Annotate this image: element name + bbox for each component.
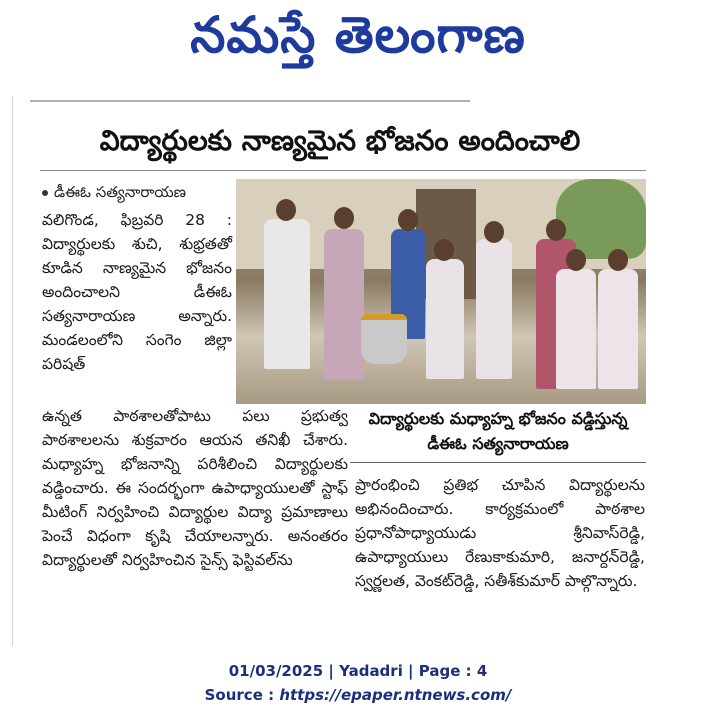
- photo-student: [476, 239, 512, 379]
- headline-divider: [40, 170, 646, 171]
- photo-student: [556, 269, 596, 389]
- bullet-icon: [42, 190, 48, 196]
- photo-caption-line2: డీఈఓ సత్యనారాయణ: [427, 434, 569, 453]
- article-body-paragraph: ఉన్నత పాఠశాలతోపాటు పలు ప్రభుత్వ పాఠశాలలను శుక్రవారం ఆయన తనిఖీ చేశారు. మధ్యాహ్న భోజనాన్ని పరిశీలించి విద్యార్థులకు వడ్డించారు. ఈ సందర్భంగా ఉపాధ్యాయులతో స్టాఫ్ మీటింగ్ నిర్వహించి విద్యార్థుల విద్యా ప్రమాణాలు పెంచే విధంగా కృషి చేయాలన్నారు. అనంతరం విద్యార్థులతో నిర్వహించిన సైన్స్ ఫెస్టివల్‌ను: [42, 407, 348, 569]
- caption-divider: [350, 462, 646, 463]
- source-line: [0, 686, 716, 704]
- clipping-top-strip: [30, 100, 470, 108]
- photo-student: [598, 269, 638, 389]
- photo-student: [426, 259, 464, 379]
- photo-caption-line1: విద్యార్థులకు మధ్యాహ్న భోజనం వడ్డిస్తున్న: [368, 409, 628, 428]
- source-label: Source :: [204, 686, 280, 704]
- article-byline: [42, 183, 186, 205]
- source-link[interactable]: https://epaper.ntnews.com/: [279, 686, 512, 704]
- photo-head: [334, 207, 354, 229]
- photo-head: [608, 249, 628, 271]
- byline-text: డీఈఓ సత్యనారాయణ: [54, 183, 187, 201]
- masthead-logo: నమస్తే తెలంగాణ: [190, 6, 526, 64]
- photo-head: [434, 239, 454, 261]
- photo-person: [324, 229, 364, 379]
- article-lead-paragraph: వలిగొండ, ఫిబ్రవరి 28 : విద్యార్థులకు శుచి, శుభ్రతతో కూడిన నాణ్యమైన భోజనం అందించాలని డీఈఓ సత్యనారాయణ అన్నారు. మండలంలోని సంగెం జిల్లా పరిషత్: [42, 211, 232, 373]
- article-right-column: ప్రారంభించి ప్రతిభ చూపిన విద్యార్థులను అభినందించారు. కార్యక్రమంలో పాఠశాల ప్రధానోపాధ్యాయుడు శ్రీనివాస్‌రెడ్డి, ఉపాధ్యాయులు రేణుకాకుమారి, జనార్దన్‌రెడ్డి, స్వర్ణలత, వెంకట్‌రెడ్డి, సతీశ్‌కుమార్ పాల్గొన్నారు.: [355, 476, 645, 590]
- photo-head: [398, 209, 418, 231]
- article-headline: విద్యార్థులకు నాణ్యమైన భోజనం అందించాలి: [99, 124, 581, 157]
- edition-info: 01/03/2025 | Yadadri | Page : 4: [228, 662, 488, 680]
- photo-head: [484, 221, 504, 243]
- photo-head: [566, 249, 586, 271]
- article-photo: [236, 179, 646, 404]
- photo-food-pot: [361, 314, 407, 364]
- photo-head: [276, 199, 296, 221]
- photo-head: [546, 219, 566, 241]
- photo-person: [264, 219, 310, 369]
